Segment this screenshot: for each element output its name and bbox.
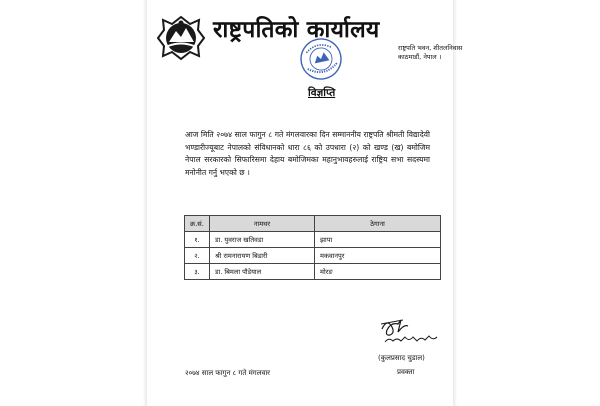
- name-cell: डा. युवराज खतिवडा: [210, 232, 315, 248]
- spokesperson-name: (कुलप्रसाद चुडाल): [378, 354, 425, 362]
- table-row: [185, 264, 441, 280]
- table-header-row: [185, 216, 441, 232]
- address-line-1: राष्ट्रपति भवन, शीतलनिवास: [398, 44, 463, 52]
- notice-title: विज्ञप्ति: [308, 87, 336, 99]
- notice-date: २०७४ साल फागुन ८ गते मंगलवार: [185, 369, 271, 377]
- nominees-table: [184, 215, 441, 280]
- office-seal-stamp: [298, 36, 344, 82]
- address-cell: मकवानपुर: [315, 248, 441, 264]
- address-line-2: काठमाडौं, नेपाल ।: [398, 53, 442, 61]
- serial-cell: १.: [185, 232, 210, 248]
- table-row: [185, 248, 441, 264]
- office-address: [398, 44, 462, 62]
- column-header-address: ठेगाना: [315, 216, 441, 232]
- address-cell: झापा: [315, 232, 441, 248]
- notice-body-text: आज मिति २०७४ साल फागुन ८ गते मंगलवारका दिन सम्माननीय राष्ट्रपति श्रीमती विद्यादेवी भण्डारीज्यूबाट नेपालको संविधानको धारा ८६ को उपधारा (२) को खण्ड (ख) बमोजिम नेपाल सरकारको सिफारिसमा देहाय बमोजिमका महानुभावहरुलाई राष्ट्रिय सभा सदस्यमा मनोनीत गर्नु भएको छ ।: [185, 130, 430, 177]
- name-cell: डा. बिमला पौडेयाल: [210, 264, 315, 280]
- office-name: राष्ट्रपतिको कार्यालय: [213, 17, 380, 43]
- spokesperson-title: प्रवक्ता: [397, 368, 415, 376]
- name-cell: श्री रामनारायण बिडारी: [210, 248, 315, 264]
- address-cell: मोरङ: [315, 264, 441, 280]
- national-emblem-icon: [157, 15, 205, 61]
- serial-cell: २.: [185, 248, 210, 264]
- table-row: [185, 232, 441, 248]
- column-header-serial: क्र.सं.: [185, 216, 210, 232]
- handwritten-signature: [378, 315, 440, 345]
- serial-cell: ३.: [185, 264, 210, 280]
- column-header-name: नामथर: [210, 216, 315, 232]
